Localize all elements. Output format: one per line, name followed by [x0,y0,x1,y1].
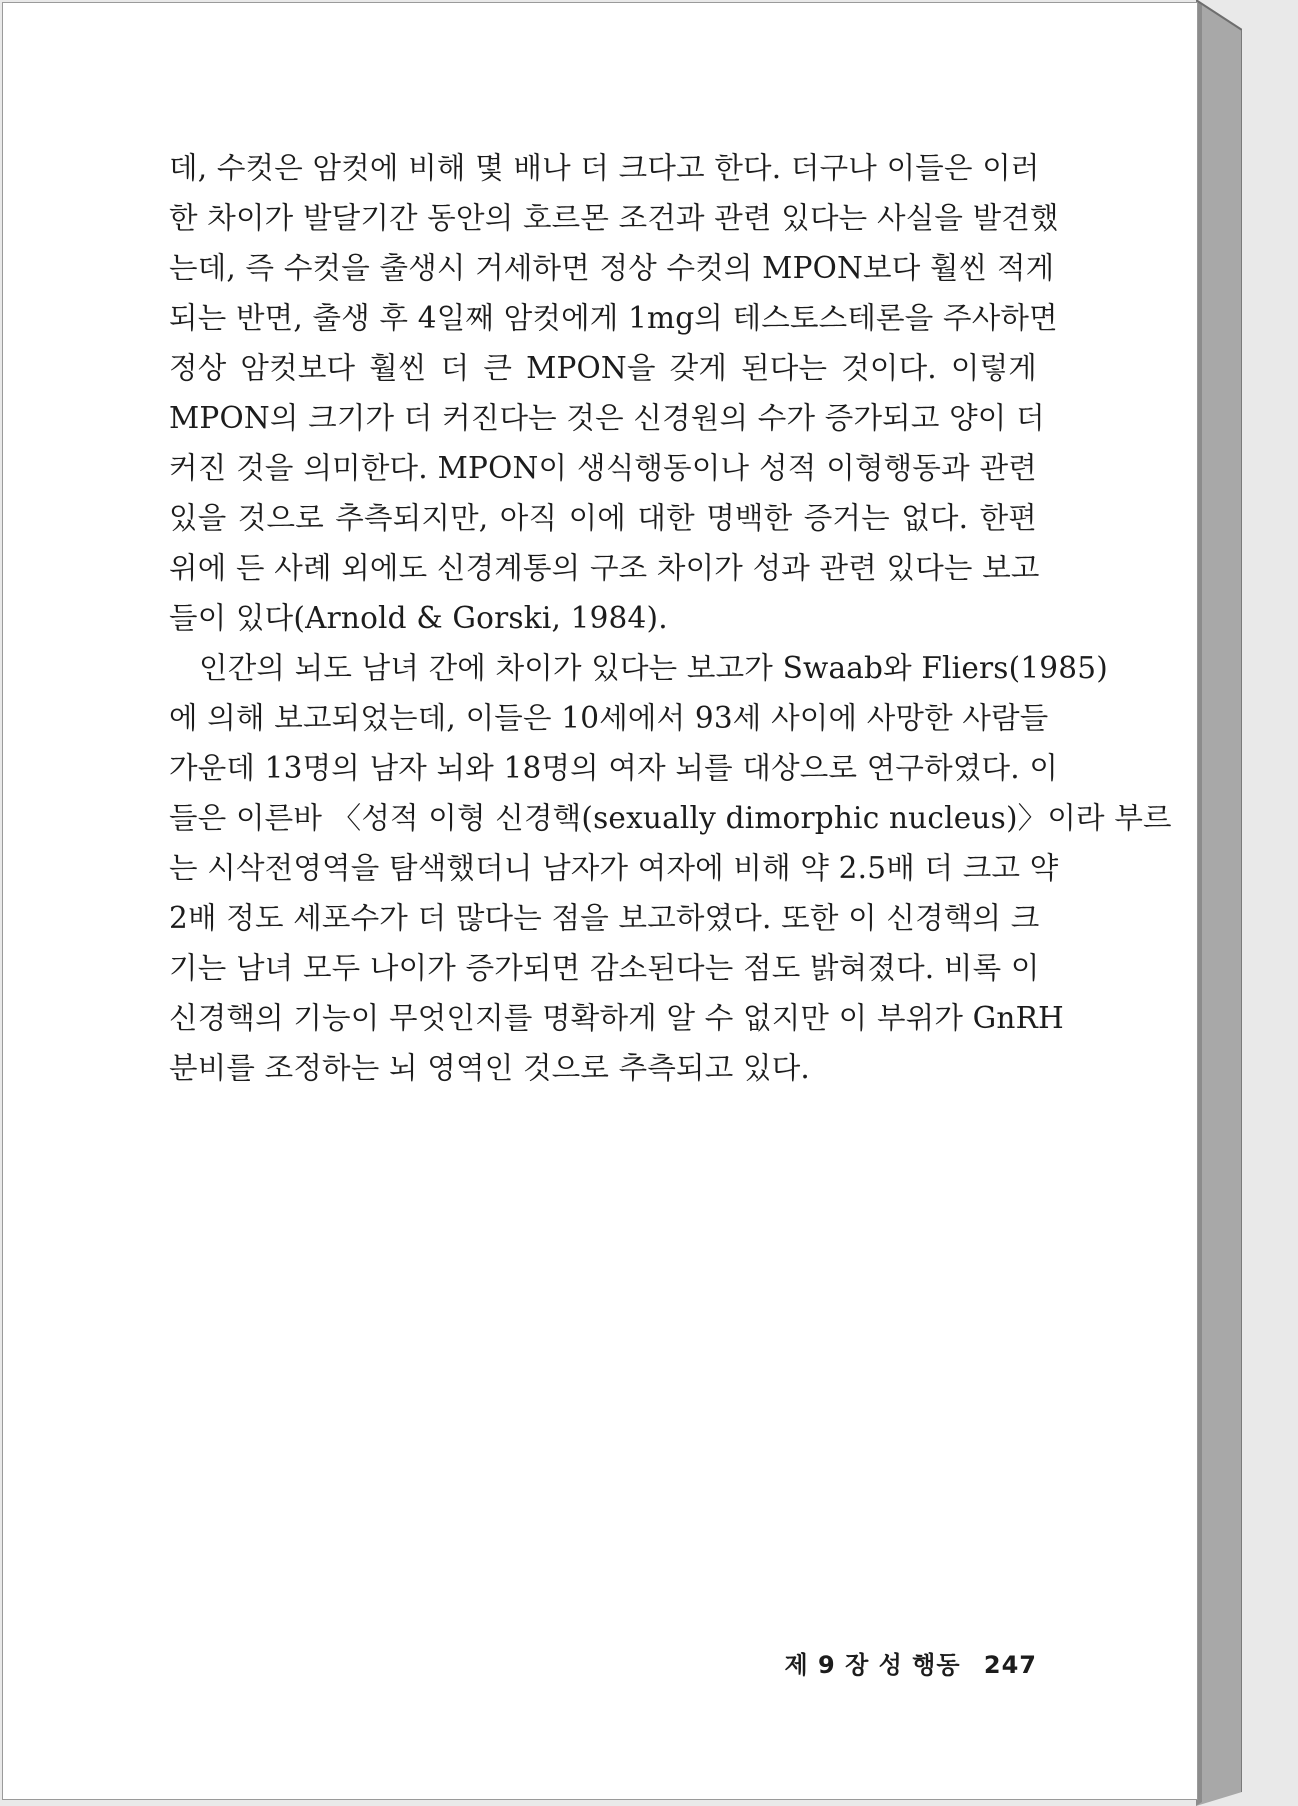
text-line: 신경핵의 기능이 무엇인지를 명확하게 알 수 없지만 이 부위가 GnRH [169,1001,1064,1035]
text-line: 2배 정도 세포수가 더 많다는 점을 보고하였다. 또한 이 신경핵의 크 [169,901,1040,935]
text-line: 들이 있다(Arnold & Gorski, 1984). [169,601,668,635]
text-line: 들은 이른바 〈성적 이형 신경핵(sexually dimorphic nucleus)〉이라 부르 [169,801,1172,835]
body-text [169,143,1172,1093]
text-line: 되는 반면, 출생 후 4일째 암컷에게 1mg의 테스토스테론을 주사하면 [169,301,1058,335]
running-footer [623,1645,1037,1680]
paragraph-1 [169,143,1059,643]
book-side-edge [1196,0,1242,1806]
text-line: 분비를 조정하는 뇌 영역인 것으로 추측되고 있다. [169,1051,810,1085]
text-line: 에 의해 보고되었는데, 이들은 10세에서 93세 사이에 사망한 사람들 [169,701,1049,735]
paragraph-2 [169,643,1172,1093]
text-line: 기는 남녀 모두 나이가 증가되면 감소된다는 점도 밝혀졌다. 비록 이 [169,951,1040,985]
text-line: 인간의 뇌도 남녀 간에 차이가 있다는 보고가 Swaab와 Fliers(1985) [199,651,1108,685]
text-line: 가운데 13명의 남자 뇌와 18명의 여자 뇌를 대상으로 연구하였다. 이 [169,751,1059,785]
text-line: 는데, 즉 수컷을 출생시 거세하면 정상 수컷의 MPON보다 훨씬 적게 [169,251,1055,285]
text-line: 데, 수컷은 암컷에 비해 몇 배나 더 크다고 한다. 더구나 이들은 이러 [169,151,1040,185]
text-line: 는 시삭전영역을 탐색했더니 남자가 여자에 비해 약 2.5배 더 크고 약 [169,851,1059,885]
text-line: 한 차이가 발달기간 동안의 호르몬 조건과 관련 있다는 사실을 발견했 [169,201,1059,235]
chapter-title: 제 9 장 성 행동 [784,1651,961,1679]
page-number: 247 [983,1651,1037,1679]
text-line: 있을 것으로 추측되지만, 아직 이에 대한 명백한 증거는 없다. 한편 [169,501,1037,535]
text-line: 커진 것을 의미한다. MPON이 생식행동이나 성적 이형행동과 관련 [169,451,1037,485]
text-line: MPON의 크기가 더 커진다는 것은 신경원의 수가 증가되고 양이 더 [169,401,1045,435]
text-line: 정상 암컷보다 훨씬 더 큰 MPON을 갖게 된다는 것이다. 이렇게 [169,351,1037,385]
book-page [2,2,1198,1800]
text-line: 위에 든 사례 외에도 신경계통의 구조 차이가 성과 관련 있다는 보고 [169,551,1040,585]
